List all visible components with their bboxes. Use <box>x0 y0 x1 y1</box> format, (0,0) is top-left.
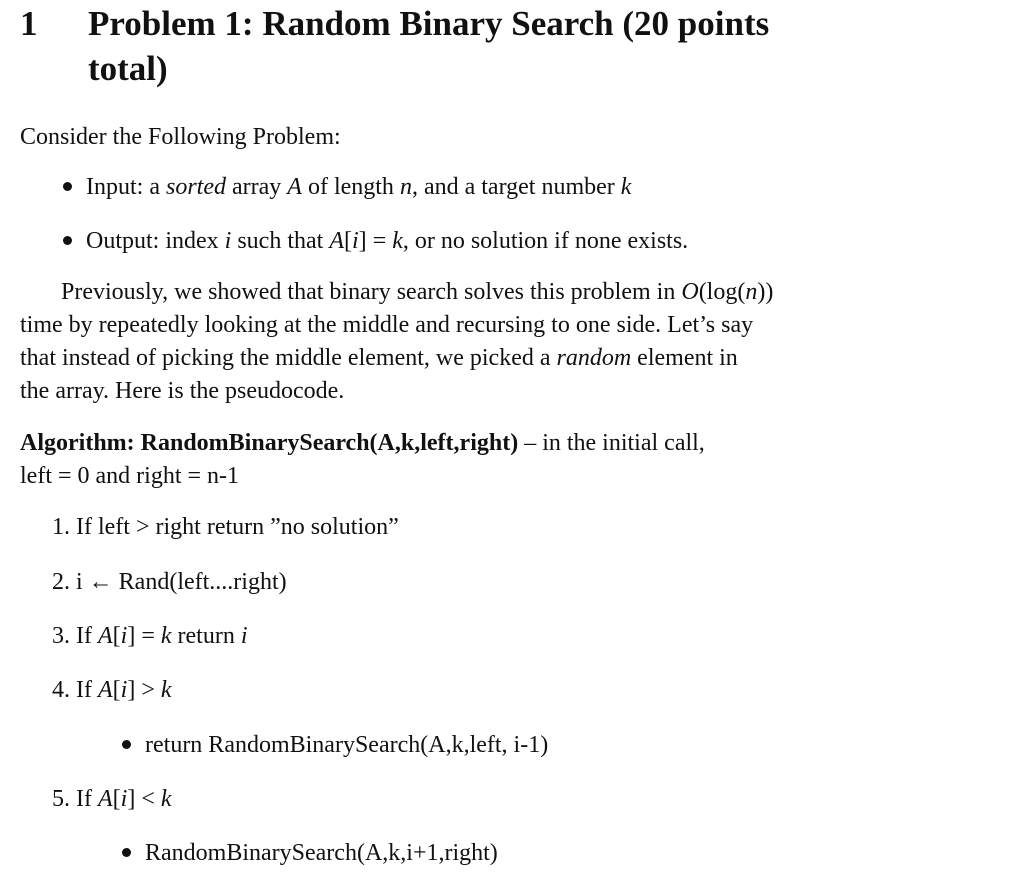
text: sorted <box>165 174 226 200</box>
paragraph-line2: time by repeatedly looking at the middle and recursing to one side. Let’s say <box>20 312 754 338</box>
math: [ <box>343 228 352 254</box>
text: – in the initial call, <box>518 430 705 456</box>
step-number: 2. <box>52 569 70 595</box>
bullet-icon <box>122 848 131 857</box>
math: k <box>620 174 632 200</box>
text: Previously, we showed that binary search solves this problem in <box>61 279 682 305</box>
bullet-input <box>63 171 631 204</box>
algorithm-init: left = 0 and right = n-1 <box>20 463 240 489</box>
math: i <box>120 786 128 812</box>
text: , or no solution if none exists. <box>402 228 689 254</box>
math: k <box>160 677 172 703</box>
math: ] = <box>358 228 393 254</box>
algorithm-label: Algorithm: RandomBinarySearch(A,k,left,right) <box>20 430 519 456</box>
step-2 <box>52 566 287 599</box>
text: such that <box>231 228 330 254</box>
text: element in <box>631 345 738 371</box>
text: return RandomBinarySearch(A,k,left, i-1) <box>145 732 549 758</box>
math: ] < <box>127 786 161 812</box>
bullet-icon <box>122 740 131 749</box>
step-4 <box>52 674 172 707</box>
math: i <box>224 228 232 254</box>
math: A <box>97 623 113 649</box>
math: ] > <box>127 677 161 703</box>
text: RandomBinarySearch(A,k,i+1,right) <box>145 840 498 866</box>
paragraph-line3 <box>20 342 738 375</box>
step-number: 1. <box>52 514 70 540</box>
math: A <box>287 174 302 200</box>
text: random <box>556 345 632 371</box>
math: n <box>745 279 758 305</box>
bullet-icon <box>63 182 72 191</box>
step-5-sub <box>122 837 498 870</box>
step-4-sub <box>122 729 548 762</box>
bullet-output <box>63 225 688 258</box>
math: k <box>392 228 403 254</box>
math: [ <box>112 623 121 649</box>
math: O <box>681 279 699 305</box>
text: of length <box>301 174 400 200</box>
math: A <box>97 786 113 812</box>
math: )) <box>757 279 774 305</box>
text: array <box>225 174 288 200</box>
math: A <box>97 677 113 703</box>
step-number: 3. <box>52 623 70 649</box>
math: ] = <box>127 623 161 649</box>
math: k <box>160 786 172 812</box>
bullet-icon <box>63 236 72 245</box>
step-number: 5. <box>52 786 70 812</box>
algorithm-header <box>20 427 705 460</box>
math: i <box>120 677 128 703</box>
text: If <box>76 677 98 703</box>
text: i ← Rand(left....right) <box>76 569 287 595</box>
section-title-line1: Problem 1: Random Binary Search (20 points <box>88 4 770 43</box>
paragraph-line1 <box>61 276 773 309</box>
math: k <box>160 623 172 649</box>
step-3 <box>52 620 248 653</box>
math: i <box>351 228 359 254</box>
step-1 <box>52 511 399 544</box>
math: i <box>240 623 248 649</box>
text: return <box>171 623 241 649</box>
step-5 <box>52 783 172 816</box>
math: A <box>329 228 344 254</box>
text: If left > right return ”no solution” <box>76 514 399 540</box>
section-number: 1 <box>20 4 38 43</box>
intro-text: Consider the Following Problem: <box>20 124 341 150</box>
section-title-line2: total) <box>88 49 168 88</box>
text: If <box>76 786 98 812</box>
math: [ <box>112 677 121 703</box>
math: (log( <box>698 279 746 305</box>
text: If <box>76 623 98 649</box>
math: [ <box>112 786 121 812</box>
math: i <box>120 623 128 649</box>
math: n <box>399 174 412 200</box>
paragraph-line4: the array. Here is the pseudocode. <box>20 378 345 404</box>
text: Output: index <box>86 228 225 254</box>
text: that instead of picking the middle element, we picked a <box>20 345 557 371</box>
step-number: 4. <box>52 677 70 703</box>
text: , and a target number <box>411 174 621 200</box>
text: Input: a <box>86 174 166 200</box>
